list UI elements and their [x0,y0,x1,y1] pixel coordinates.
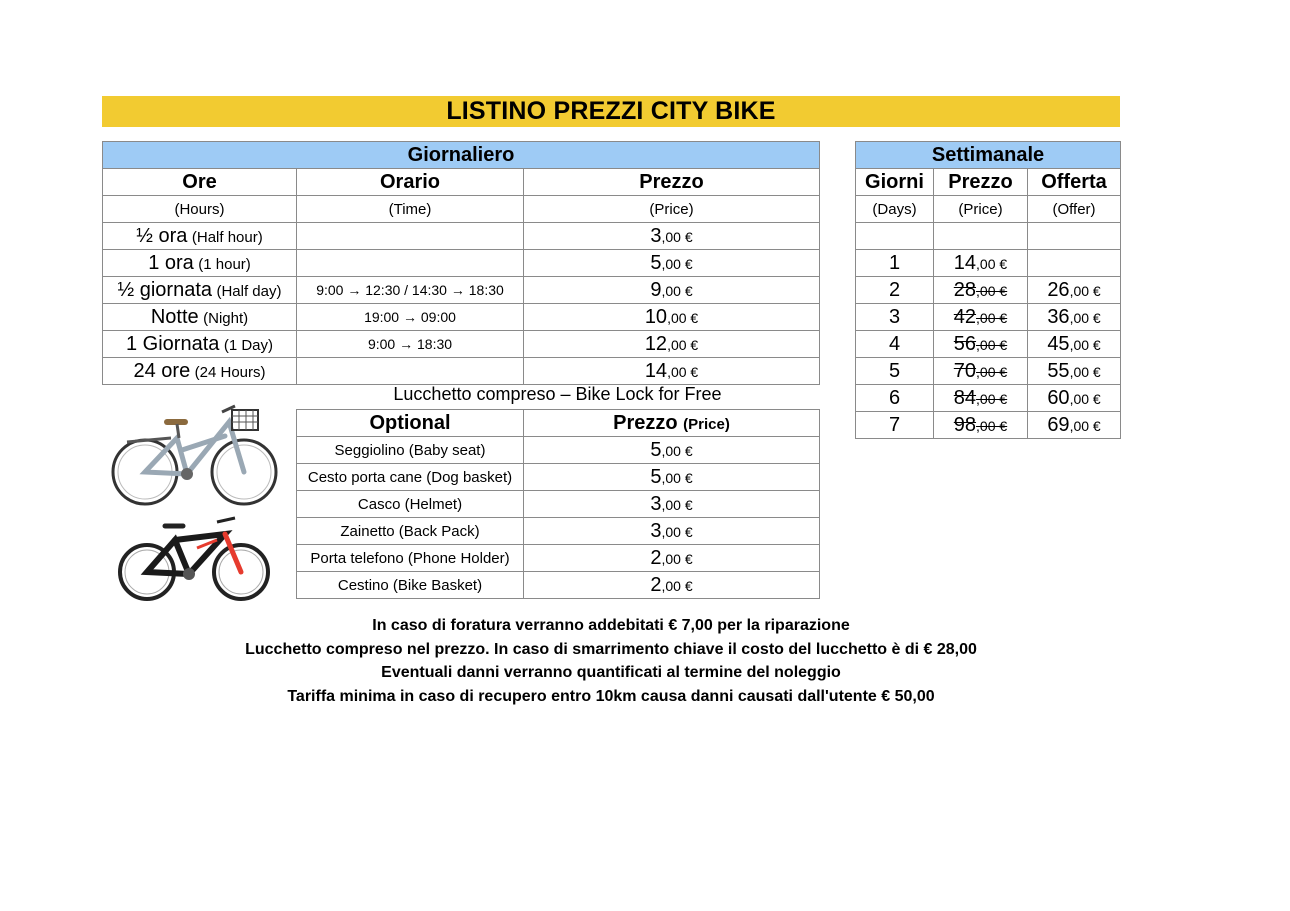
table-row [297,572,820,599]
price-value: 9 [650,278,662,301]
table-row [297,491,820,518]
week-price: 56 [953,332,977,355]
price-cents: ,00 € [661,442,693,459]
col-prezzo: Prezzo [613,411,678,434]
duration-label-en: (24 Hours) [194,363,266,381]
table-row [856,304,1121,331]
week-price-cents: ,00 € [976,336,1008,353]
price-value: 14 [644,359,668,382]
week-price-cents: ,00 € [976,363,1008,380]
price-value: 5 [650,465,662,488]
sub-days: (Days) [856,196,934,223]
col-optional: Optional [297,410,524,437]
optional-item: Cesto porta cane (Dog basket) [297,464,524,491]
price-cents: ,00 € [667,363,699,380]
sub-price: (Price) [934,196,1028,223]
note-line: Lucchetto compreso nel prezzo. In caso di smarrimento chiave il costo del lucchetto è di € 28,00 [245,640,977,658]
note-line: Tariffa minima in caso di recupero entro 10km causa danni causati dall'utente € 50,00 [287,687,935,705]
duration-label: Notte [150,305,199,328]
days-value: 7 [856,412,934,439]
table-row [297,545,820,572]
offer-cents: ,00 € [1069,336,1101,353]
note-line: In caso di foratura verranno addebitati € 7,00 per la riparazione [372,617,850,634]
price-value: 5 [650,251,662,274]
optional-item: Seggiolino (Baby seat) [297,437,524,464]
duration-label-en: (Half day) [216,282,282,300]
weekly-header: Settimanale [856,142,1121,169]
duration-label: ½ giornata [117,278,213,301]
price-value: 10 [644,305,668,328]
col-offerta: Offerta [1028,169,1121,196]
price-value: 5 [650,438,662,461]
optional-item: Cestino (Bike Basket) [297,572,524,599]
week-price: 98 [953,413,977,436]
price-value: 2 [650,546,662,569]
price-cents: ,00 € [667,309,699,326]
price-cents: ,00 € [661,282,693,299]
days-value: 2 [856,277,934,304]
duration-label: 1 Giornata [125,332,220,355]
price-cents: ,00 € [661,523,693,540]
optional-item: Casco (Helmet) [297,491,524,518]
bike-lock-note: Lucchetto compreso – Bike Lock for Free [393,384,722,404]
price-cents: ,00 € [661,228,693,245]
price-value: 3 [650,224,662,247]
col-giorni: Giorni [856,169,934,196]
offer-cents: ,00 € [1069,417,1101,434]
price-value: 3 [650,492,662,515]
week-price-cents: ,00 € [976,390,1008,407]
offer-price: 55 [1047,359,1070,382]
optional-item: Porta telefono (Phone Holder) [297,545,524,572]
duration-label-en: (Half hour) [191,228,263,246]
table-row [103,331,820,358]
duration-label: 1 ora [148,251,194,274]
price-cents: ,00 € [661,577,693,594]
optional-item: Zainetto (Back Pack) [297,518,524,545]
price-value: 3 [650,519,662,542]
notes-block [102,614,1120,708]
table-row [103,250,820,277]
table-row [297,518,820,545]
table-row [856,277,1121,304]
days-value: 1 [856,250,934,277]
sub-hours: (Hours) [103,196,297,223]
note-line: Eventuali danni verranno quantificati al termine del noleggio [381,664,841,682]
col-prezzo: Prezzo [524,169,820,196]
offer-price: 60 [1047,386,1070,409]
price-cents: ,00 € [661,550,693,567]
time-range [297,223,524,250]
price-cents: ,00 € [661,496,693,513]
days-value: 6 [856,385,934,412]
offer-cents: ,00 € [1069,309,1101,326]
week-price-cents: ,00 € [976,255,1008,272]
table-row [856,331,1121,358]
days-value: 5 [856,358,934,385]
table-row [856,412,1121,439]
offer-cents: ,00 € [1069,363,1101,380]
offer-price: 26 [1047,278,1070,301]
week-price-cents: ,00 € [976,282,1008,299]
duration-label-en: (1 Day) [223,336,274,354]
table-row [856,385,1121,412]
price-cents: ,00 € [667,336,699,353]
daily-header: Giornaliero [103,142,820,169]
table-row [856,250,1121,277]
time-range [297,358,524,385]
week-price: 84 [953,386,977,409]
sub-price: (Price) [524,196,820,223]
week-price-cents: ,00 € [976,309,1008,326]
offer-cents: ,00 € [1069,282,1101,299]
city-bike-image [107,392,282,507]
table-row [297,464,820,491]
sub-offer: (Offer) [1028,196,1121,223]
table-row [103,223,820,250]
days-value: 4 [856,331,934,358]
offer-cents: ,00 € [1069,390,1101,407]
duration-label-en: (1 hour) [198,255,251,273]
col-price-en: (Price) [683,415,730,433]
offer-price: 69 [1047,413,1070,436]
days-value: 3 [856,304,934,331]
title-banner [102,96,1120,127]
kids-bike-image [117,510,273,604]
time-range: 9:00 → 18:30 [297,331,524,358]
week-price: 70 [953,359,977,382]
table-row [103,304,820,331]
page-title: LISTINO PREZZI CITY BIKE [446,97,776,125]
price-value: 12 [644,332,668,355]
duration-label: 24 ore [133,359,191,382]
col-ore: Ore [103,169,297,196]
price-value: 2 [650,573,662,596]
col-orario: Orario [297,169,524,196]
week-price: 14 [953,251,977,274]
table-row [103,358,820,385]
sub-time: (Time) [297,196,524,223]
price-cents: ,00 € [661,469,693,486]
offer-price: 45 [1047,332,1070,355]
table-row [856,223,1121,250]
time-range [297,250,524,277]
weekly-price-table [855,141,1121,439]
time-range: 19:00 → 09:00 [297,304,524,331]
duration-label: ½ ora [136,224,188,247]
week-price: 42 [953,305,977,328]
price-cents: ,00 € [661,255,693,272]
table-row [856,358,1121,385]
col-prezzo: Prezzo [934,169,1028,196]
week-price: 28 [953,278,977,301]
offer-price: 36 [1047,305,1070,328]
table-row [103,277,820,304]
daily-price-table [102,141,820,385]
time-range: 9:00 → 12:30 / 14:30 → 18:30 [297,277,524,304]
duration-label-en: (Night) [203,309,249,327]
optional-price-table [296,409,820,599]
week-price-cents: ,00 € [976,417,1008,434]
table-row [297,437,820,464]
